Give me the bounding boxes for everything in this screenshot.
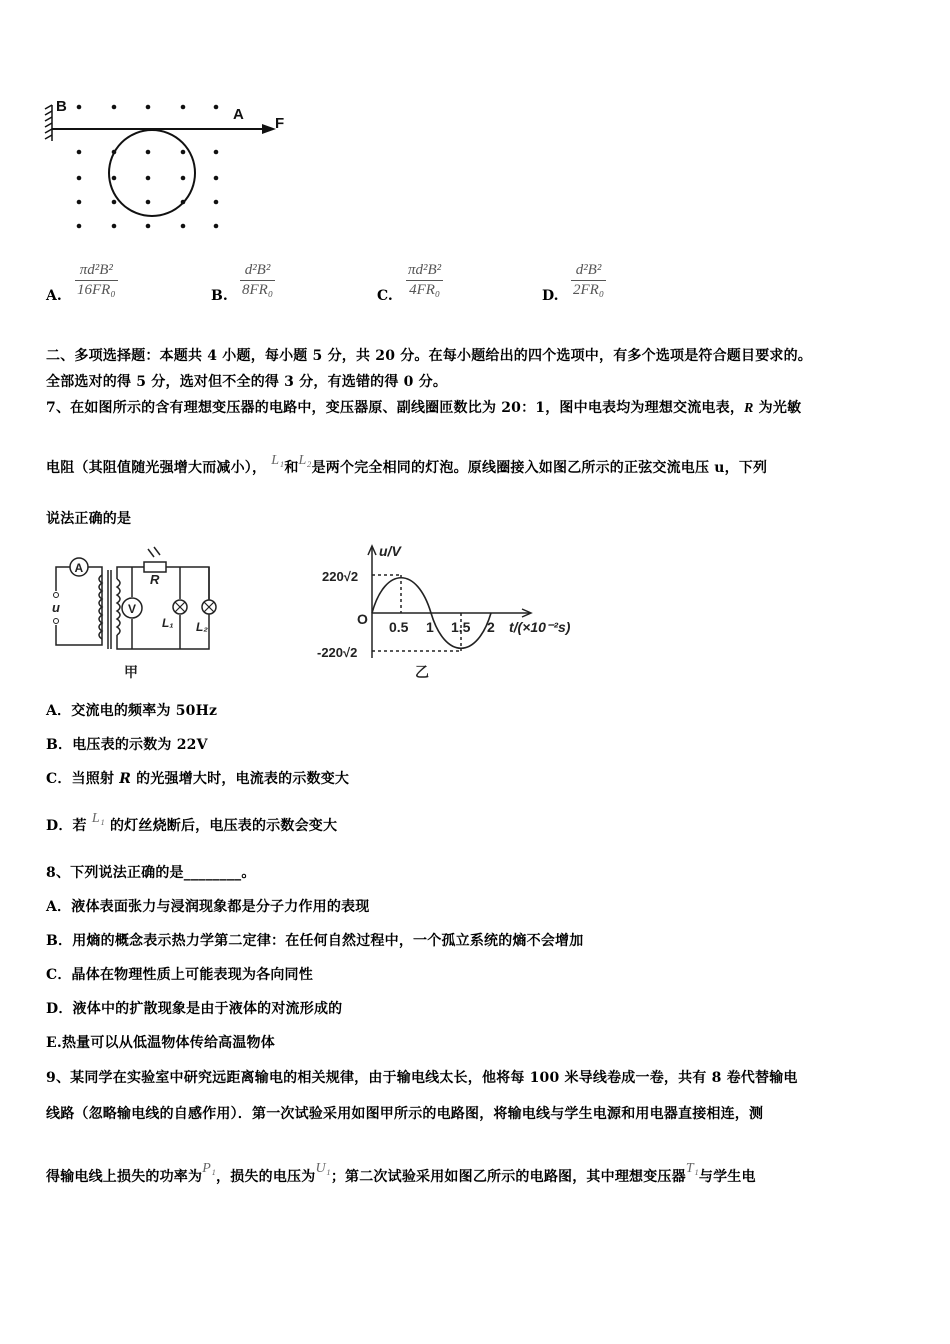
field-dots	[77, 105, 219, 229]
q9-text-b: ，损失的电压为	[216, 1169, 316, 1185]
q7-stem-line1	[46, 397, 801, 417]
q7-stem-text3: 电阻（其阻值随光强增大而减小），	[46, 460, 267, 476]
secondary-coil	[117, 579, 120, 635]
magnetic-field-figure	[40, 95, 300, 240]
q7-option-c-pre: C．当照射	[46, 771, 120, 787]
q7-option-d-l1: L₁	[91, 811, 105, 826]
terminal-bottom	[54, 619, 59, 624]
q7-and: 和	[284, 460, 299, 476]
q7-option-c-post: 的光强增大时，电流表的示数变大	[131, 771, 350, 787]
q9-var-t1: T₁	[685, 1161, 699, 1176]
option-c-numerator: πd²B²	[408, 262, 442, 278]
label-a: A	[233, 106, 244, 123]
option-c-denominator: 4FR₀	[409, 282, 441, 298]
option-c-label: C.	[377, 288, 393, 304]
option-d-numerator: d²B²	[575, 262, 602, 278]
y-axis-label: u/V	[379, 543, 401, 559]
option-d-label: D.	[542, 288, 559, 304]
l1-label: L₁	[162, 616, 174, 630]
option-b-fraction	[240, 262, 275, 299]
l2-label: L₂	[196, 620, 208, 634]
option-d-fraction	[571, 262, 606, 299]
label-f: F	[275, 115, 285, 132]
light-ray-2	[154, 547, 160, 555]
q9-stem-line1: 9、某同学在实验室中研究远距离输电的相关规律，由于输电线太长，他将每 100 米导线卷成一卷，共有 8 卷代替输电	[46, 1070, 798, 1086]
section2-instruction-line2: 全部选对的得 5 分，选对但不全的得 3 分，有选错的得 0 分。	[46, 374, 448, 390]
option-a-denominator: 16FR₀	[77, 282, 116, 298]
q7-option-c	[46, 768, 349, 788]
q7-stem-line2	[46, 453, 768, 477]
option-c-fraction	[406, 262, 443, 299]
q8-option-c: C．晶体在物理性质上可能表现为各向同性	[46, 967, 313, 983]
q9-stem-line2: 线路（忽略输电线的自感作用）．第一次试验采用如图甲所示的电路图，将输电线与学生电源和用电器直接相连，测	[46, 1106, 764, 1122]
q7-var-l2: L₂	[298, 453, 312, 468]
photoresistor	[144, 562, 166, 572]
q9-stem-line3	[46, 1161, 756, 1186]
x-axis-label: t/(×10⁻²s)	[509, 619, 571, 635]
q7-stem-text4: 是两个完全相同的灯泡。原线圈接入如图乙所示的正弦交流电压 u，下列	[311, 460, 768, 476]
q7-option-d-post: 的灯丝烧断后，电压表的示数会变大	[104, 818, 338, 834]
y-min-label: -220√2	[317, 645, 358, 660]
q7-option-c-r: R	[119, 771, 132, 787]
circuit-figure-jia	[44, 545, 224, 683]
r-label: R	[150, 572, 160, 587]
q8-option-a: A．液体表面张力与浸润现象都是分子力作用的表现	[46, 899, 370, 915]
q7-var-r: R	[744, 401, 754, 416]
q7-option-d-pre: D．若	[46, 818, 92, 834]
q8-stem: 8、下列说法正确的是________。	[46, 865, 256, 881]
q7-option-a: A．交流电的频率为 50Hz	[46, 703, 218, 719]
q8-option-b: B．用熵的概念表示热力学第二定律：在任何自然过程中，一个孤立系统的熵不会增加	[46, 933, 584, 949]
secondary-wire-top	[117, 567, 144, 579]
q8-option-e: E.热量可以从低温物体传给高温物体	[46, 1035, 275, 1051]
light-ray-1	[148, 549, 154, 557]
option-b-denominator: 8FR₀	[242, 282, 274, 298]
q7-option-b: B．电压表的示数为 22V	[46, 737, 208, 753]
q7-stem-text2: 为光敏	[753, 400, 802, 416]
ammeter-label: A	[74, 561, 84, 575]
terminal-top	[54, 593, 59, 598]
q7-stem-text1: 7、在如图所示的含有理想变压器的电路中，变压器原、副线圈匝数比为 20：1，图中电表均为理想交流电表，	[46, 400, 745, 416]
caption-yi: 乙	[415, 664, 429, 680]
caption-jia: 甲	[124, 664, 138, 680]
q8-option-d: D．液体中的扩散现象是由于液体的对流形成的	[46, 1001, 343, 1017]
label-b: B	[56, 98, 67, 115]
fraction-bar	[571, 280, 606, 281]
fraction-bar	[240, 280, 275, 281]
primary-wire	[56, 567, 70, 591]
tick-2: 2	[487, 619, 495, 635]
origin-label: O	[357, 611, 368, 627]
voltmeter-label: V	[128, 602, 137, 616]
option-a-fraction	[75, 262, 118, 299]
fraction-bar	[75, 280, 118, 281]
q7-stem-line3: 说法正确的是	[46, 511, 132, 527]
option-d-denominator: 2FR₀	[573, 282, 605, 298]
tick-1: 1	[426, 619, 434, 635]
q9-var-u1: U₁	[315, 1161, 331, 1176]
section2-instruction-line1: 二、多项选择题：本题共 4 小题，每小题 5 分，共 20 分。在每小题给出的四个选项中，有多个选项是符合题目要求的。	[46, 348, 813, 364]
q9-text-c: ；第二次试验采用如图乙所示的电路图，其中理想变压器	[330, 1169, 686, 1185]
option-a-numerator: πd²B²	[79, 262, 113, 278]
q7-option-d	[46, 811, 338, 835]
option-b-label: B.	[211, 288, 228, 304]
option-b-numerator: d²B²	[244, 262, 271, 278]
tick-1.5: 1.5	[451, 619, 471, 635]
q9-text-d: 与学生电	[698, 1169, 756, 1185]
u-label: u	[52, 600, 60, 615]
option-a-label: A.	[46, 288, 62, 304]
voltage-graph-yi	[315, 540, 600, 682]
q7-var-l1: L₁	[271, 453, 285, 468]
y-max-label: 220√2	[322, 569, 359, 584]
q9-var-p1: P₁	[202, 1161, 217, 1176]
q9-text-a: 得输电线上损失的功率为	[46, 1169, 203, 1185]
wall-hatch	[45, 105, 52, 141]
fraction-bar	[406, 280, 443, 281]
force-arrow	[262, 124, 276, 134]
tick-0.5: 0.5	[389, 619, 409, 635]
primary-wire-2	[56, 567, 102, 645]
